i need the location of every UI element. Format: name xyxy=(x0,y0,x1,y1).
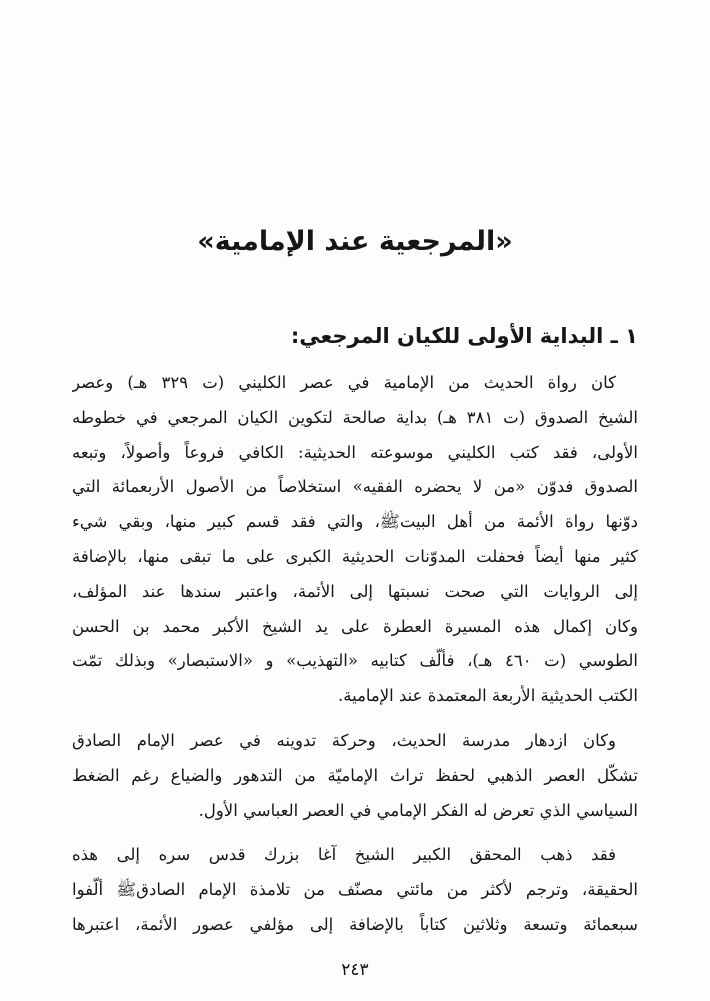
text-line: دوّنها رواة الأئمة من أهل البيتﷺ، والتي فقد قسم كبير منها، وبقي شيء xyxy=(72,512,638,532)
text-line: السياسي الذي تعرض له الفكر الإمامي في العصر العباسي الأول. xyxy=(198,800,638,820)
text-line: كثير منها أيضاً فحفلت المدوّنات الحديثية الكبرى على ما تبقى منها، بالإضافة xyxy=(72,546,638,566)
text-line: تشكّل العصر الذهبي لحفظ تراث الإماميّة من التدهور والضياع رغم الضغط xyxy=(72,765,638,785)
page-number: ٢٤٣ xyxy=(341,960,369,980)
page-title: «المرجعية عند الإمامية» xyxy=(197,226,513,257)
text-line: الأولى، فقد كتب الكليني موسوعته الحديثية: الكافي فروعاً وأصولاً، وتبعه xyxy=(72,442,638,462)
text-line: الكتب الحديثية الأربعة المعتمدة عند الإمامية. xyxy=(338,686,638,706)
paragraph-1 xyxy=(72,366,638,714)
text-line: وكان إكمال هذه المسيرة العطرة على يد الشيخ الأكبر محمد بن الحسن xyxy=(72,616,638,636)
text-line: الحقيقة، وترجم لأكثر من مائتي مصنّف من تلامذة الإمام الصادقﷺ ألّفوا xyxy=(72,880,638,900)
section-heading: ١ ـ البداية الأولى للكيان المرجعي: xyxy=(290,324,638,348)
body-text xyxy=(72,366,638,953)
text-line: الصدوق فدوّن «من لا يحضره الفقيه» استخلاصاً من الأصول الأربعمائة التي xyxy=(72,477,638,497)
text-line: إلى الروايات التي صحت نسبتها إلى الأئمة، واعتبر سندها عند المؤلف، xyxy=(72,581,638,601)
text-line: فقد ذهب المحقق الكبير الشيخ آغا بزرك قدس سره إلى هذه xyxy=(72,845,616,865)
text-line: وكان ازدهار مدرسة الحديث، وحركة تدوينه في عصر الإمام الصادق xyxy=(72,730,616,750)
text-line: الشيخ الصدوق (ت ٣٨١ هـ) بداية صالحة لتكوين الكيان المرجعي في خطوطه xyxy=(72,407,638,427)
text-line: سبعمائة وتسعة وثلاثين كتاباً بالإضافة إلى مؤلفي عصور الأئمة، اعتبرها xyxy=(72,914,638,934)
text-line: الطوسي (ت ٤٦٠ هـ)، فألّف كتابيه «التهذيب» و «الاستبصار» وبذلك تمّت xyxy=(72,651,638,671)
paragraph-3 xyxy=(72,838,638,942)
paragraph-2 xyxy=(72,724,638,828)
text-line: كان رواة الحديث من الإمامية في عصر الكليني (ت ٣٢٩ هـ) وعصر xyxy=(72,373,616,392)
